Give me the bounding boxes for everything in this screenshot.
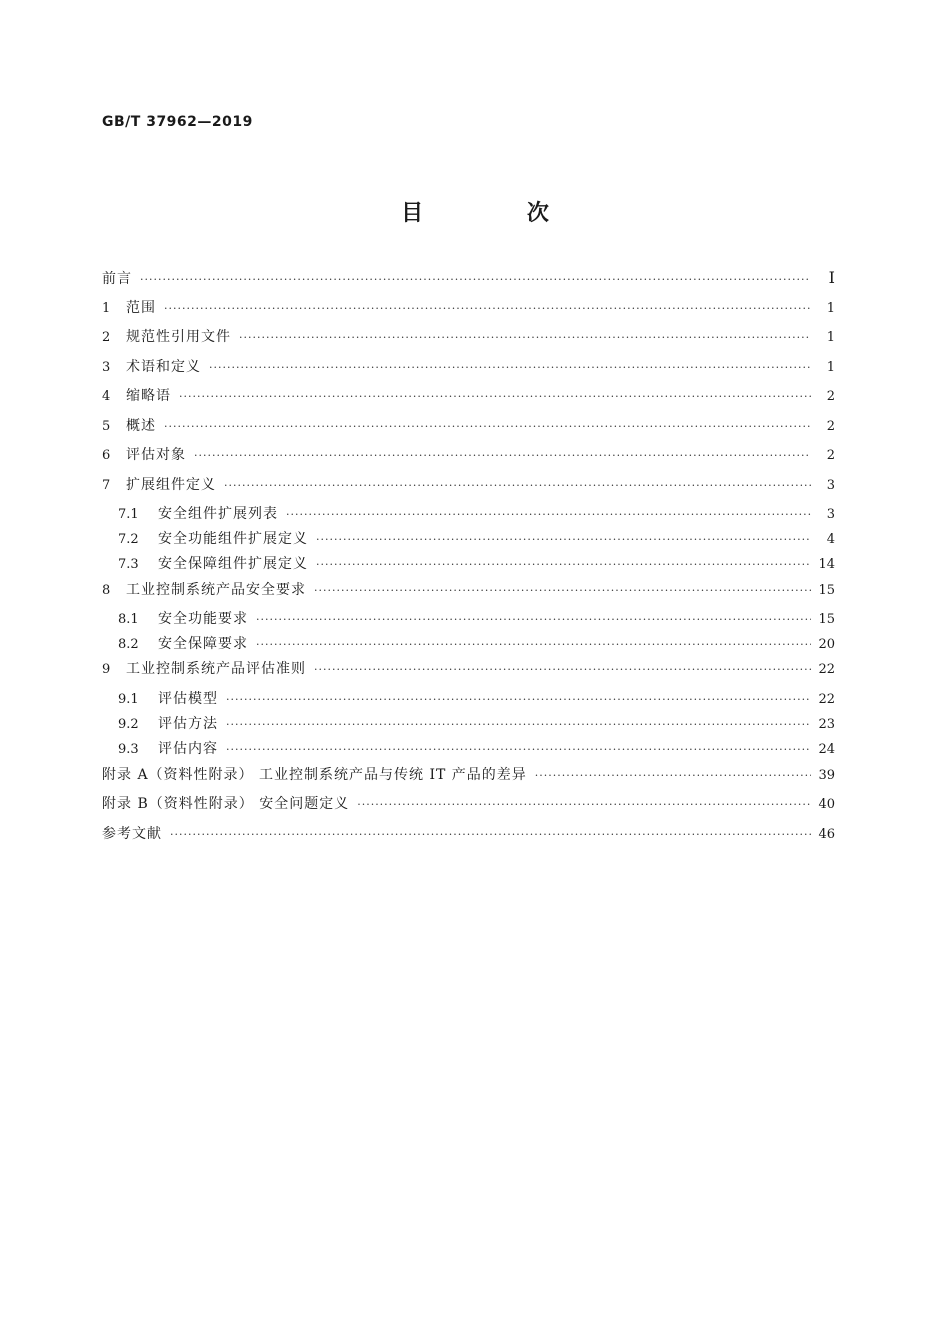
toc-dot-leader [256, 635, 811, 655]
toc-entry[interactable] [102, 529, 835, 554]
toc-dot-leader [164, 417, 811, 437]
toc-entry[interactable] [102, 504, 835, 529]
toc-entry[interactable] [102, 445, 835, 475]
toc-entry-page: 2 [826, 418, 835, 434]
toc-entry-number: 9 [102, 662, 111, 678]
toc-entry-page: 39 [818, 767, 835, 783]
toc-dot-leader [314, 581, 811, 601]
toc-dot-leader [316, 530, 811, 550]
toc-dot-leader [164, 299, 811, 319]
document-code: GB/T 37962—2019 [102, 114, 253, 130]
toc-entry-number: 5 [102, 418, 111, 434]
toc-entry-page: 15 [818, 582, 835, 598]
toc-entry[interactable] [102, 689, 835, 714]
toc-entry-label: 附录 B（资料性附录） 安全问题定义 [102, 796, 350, 812]
toc-entry[interactable] [102, 659, 835, 689]
toc-entry[interactable] [102, 298, 835, 328]
toc-entry-label: 术语和定义 [126, 358, 201, 375]
toc-entry-label: 评估方法 [158, 716, 218, 733]
toc-dot-leader [226, 740, 811, 760]
toc-dot-leader [209, 358, 811, 378]
toc-dot-leader [357, 795, 811, 815]
toc-entry-page: 24 [818, 742, 835, 758]
toc-entry-number: 7.3 [118, 557, 139, 573]
toc-entry-label: 工业控制系统产品安全要求 [126, 581, 306, 598]
table-of-contents [102, 268, 835, 853]
toc-entry-page: 1 [826, 359, 835, 375]
toc-entry[interactable] [102, 416, 835, 446]
toc-entry-number: 7 [102, 477, 111, 493]
toc-entry-label: 安全组件扩展列表 [158, 506, 278, 522]
toc-entry-page: 1 [826, 330, 835, 345]
toc-entry-label: 安全功能要求 [158, 611, 248, 628]
toc-entry-number: 9.2 [118, 717, 139, 733]
toc-entry-label: 缩略语 [126, 388, 171, 404]
toc-entry-page: 3 [826, 507, 835, 522]
toc-entry-number: 7.2 [118, 532, 139, 548]
toc-entry-number: 1 [102, 300, 111, 316]
toc-entry[interactable] [102, 327, 835, 357]
toc-entry-page: 2 [826, 448, 835, 463]
toc-entry[interactable] [102, 765, 835, 795]
toc-entry-label: 评估内容 [158, 741, 218, 758]
toc-entry-label: 前言 [102, 271, 132, 287]
toc-entry-number: 7.1 [118, 507, 139, 522]
toc-dot-leader [140, 270, 811, 290]
toc-entry-number: 6 [102, 448, 111, 463]
toc-entry-page: 1 [826, 300, 835, 316]
toc-entry-label: 工业控制系统产品评估准则 [126, 661, 306, 678]
toc-dot-leader [224, 476, 811, 496]
toc-entry[interactable] [102, 634, 835, 659]
toc-entry-label: 范围 [126, 299, 156, 316]
toc-entry[interactable] [102, 554, 835, 579]
toc-dot-leader [256, 610, 811, 630]
toc-entry-page: 20 [818, 637, 835, 653]
toc-entry-page: 22 [818, 662, 835, 678]
toc-entry[interactable] [102, 580, 835, 610]
toc-dot-leader [226, 690, 811, 710]
toc-entry-page: 14 [818, 557, 835, 573]
toc-entry-page: 4 [826, 532, 835, 548]
toc-entry-page: 2 [826, 389, 835, 404]
toc-entry-page: 3 [826, 477, 835, 493]
toc-entry[interactable] [102, 357, 835, 387]
toc-dot-leader [179, 387, 811, 407]
toc-entry-page: 22 [818, 691, 835, 707]
toc-entry-page: 46 [818, 826, 835, 842]
page-title: 目 次 [401, 201, 597, 226]
toc-entry[interactable] [102, 824, 835, 854]
toc-dot-leader [226, 715, 811, 735]
toc-dot-leader [314, 660, 811, 680]
toc-dot-leader [535, 766, 811, 786]
toc-entry-page: 15 [818, 612, 835, 628]
toc-entry-number: 9.1 [118, 691, 139, 707]
toc-entry-label: 评估对象 [126, 447, 186, 463]
toc-entry-label: 安全功能组件扩展定义 [158, 531, 308, 548]
toc-entry[interactable] [102, 739, 835, 764]
toc-entry-label: 规范性引用文件 [126, 329, 231, 345]
toc-entry[interactable] [102, 268, 835, 298]
toc-entry[interactable] [102, 475, 835, 505]
toc-entry-number: 8.1 [118, 612, 139, 628]
toc-dot-leader [286, 505, 811, 525]
toc-entry-page: 40 [818, 797, 835, 812]
toc-entry-number: 4 [102, 389, 111, 404]
toc-entry-label: 评估模型 [158, 690, 218, 707]
toc-entry-label: 安全保障要求 [158, 636, 248, 653]
toc-entry-label: 附录 A（资料性附录） 工业控制系统产品与传统 IT 产品的差异 [102, 766, 527, 783]
toc-entry-number: 3 [102, 359, 111, 375]
toc-entry-label: 概述 [126, 417, 156, 434]
toc-entry-page: 23 [818, 717, 835, 733]
toc-entry-number: 2 [102, 330, 111, 345]
toc-entry-label: 安全保障组件扩展定义 [158, 556, 308, 573]
toc-entry[interactable] [102, 386, 835, 416]
toc-dot-leader [239, 328, 811, 348]
toc-dot-leader [170, 825, 811, 845]
toc-entry-label: 参考文献 [102, 825, 162, 842]
toc-entry-number: 8 [102, 582, 111, 598]
toc-entry-page: I [828, 268, 835, 287]
toc-entry-number: 8.2 [118, 637, 139, 653]
toc-dot-leader [194, 446, 811, 466]
toc-entry-number: 9.3 [118, 742, 139, 758]
toc-entry-label: 扩展组件定义 [126, 476, 216, 493]
toc-dot-leader [316, 555, 811, 575]
toc-entry[interactable] [102, 609, 835, 634]
toc-entry[interactable] [102, 794, 835, 824]
toc-entry[interactable] [102, 714, 835, 739]
